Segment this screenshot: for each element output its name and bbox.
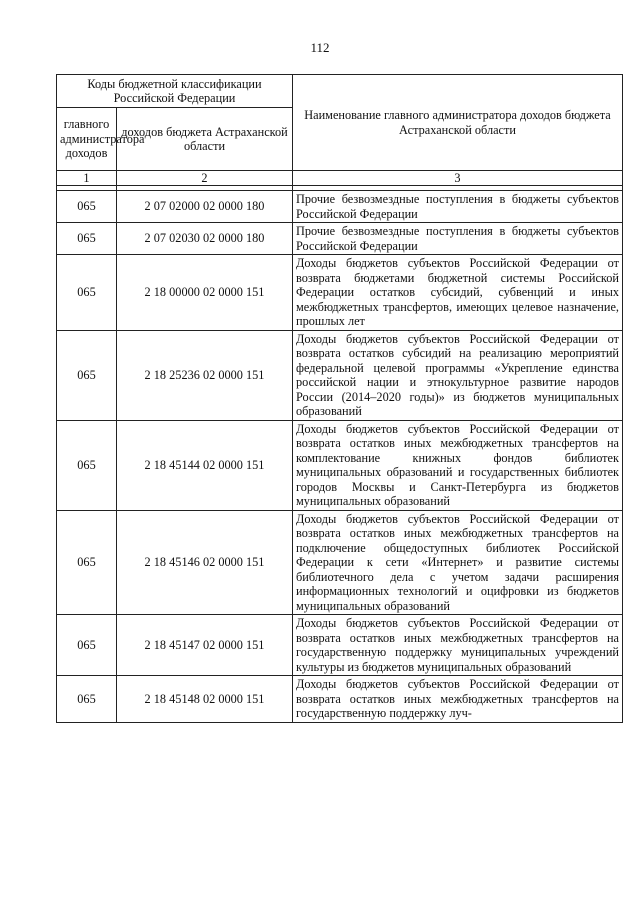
- header-col1-title: главного администратора доходов: [57, 108, 117, 171]
- income-name-cell: Прочие безвозмездные поступления в бюджеты субъектов Российской Федерации: [293, 191, 623, 223]
- income-code-cell: 2 18 45144 02 0000 151: [117, 420, 293, 510]
- income-name-cell: Доходы бюджетов субъектов Российской Федерации от возврата остатков иных межбюджетных трансфертов на государственную поддержку луч-: [293, 676, 623, 723]
- table-row: [57, 255, 623, 331]
- income-name-cell: Доходы бюджетов субъектов Российской Федерации от возврата остатков иных межбюджетных трансфертов на подключение общедоступных библиотек Российской Федерации к сети «Интернет» и развитие системы библиотечного дела с учетом задачи расширения информационных технологий и оцифровки из бюджетов муниципальных образований: [293, 510, 623, 615]
- admin-code-cell: 065: [57, 420, 117, 510]
- col-number-2: 2: [117, 171, 293, 186]
- header-col3-title: Наименование главного администратора доходов бюджета Астраханской области: [293, 75, 623, 171]
- header-row-numbers: [57, 171, 623, 186]
- income-code-cell: 2 18 45146 02 0000 151: [117, 510, 293, 615]
- table-row: [57, 191, 623, 223]
- table-row: [57, 330, 623, 420]
- budget-codes-table: [56, 74, 623, 723]
- col-number-1: 1: [57, 171, 117, 186]
- income-name-cell: Доходы бюджетов субъектов Российской Федерации от возврата бюджетами бюджетной системы Российской Федерации остатков субсидий, субвенций и иных межбюджетных трансфертов, имеющих целевое назначение, прошлых лет: [293, 255, 623, 331]
- income-code-cell: 2 18 45148 02 0000 151: [117, 676, 293, 723]
- header-group-title: Коды бюджетной классификации Российской Федерации: [57, 75, 293, 108]
- admin-code-cell: 065: [57, 330, 117, 420]
- income-code-cell: 2 18 25236 02 0000 151: [117, 330, 293, 420]
- table-row: [57, 420, 623, 510]
- table-row: [57, 223, 623, 255]
- income-name-cell: Доходы бюджетов субъектов Российской Федерации от возврата остатков субсидий на реализацию мероприятий федеральной целевой программы «Укрепление единства российской нации и этнокультурное развитие народов России (2014–2020 годы)» из бюджетов муниципальных образований: [293, 330, 623, 420]
- table-row: [57, 676, 623, 723]
- admin-code-cell: 065: [57, 676, 117, 723]
- income-name-cell: Доходы бюджетов субъектов Российской Федерации от возврата остатков иных межбюджетных трансфертов на государственную поддержку муниципальных учреждений культуры из бюджетов муниципальных образований: [293, 615, 623, 676]
- income-code-cell: 2 18 45147 02 0000 151: [117, 615, 293, 676]
- income-code-cell: 2 07 02030 02 0000 180: [117, 223, 293, 255]
- header-row-group: [57, 75, 623, 108]
- header-col2-title: доходов бюджета Астраханской области: [117, 108, 293, 171]
- admin-code-cell: 065: [57, 191, 117, 223]
- income-name-cell: Доходы бюджетов субъектов Российской Федерации от возврата остатков иных межбюджетных трансфертов на комплектование книжных фондов библиотек муниципальных образований и государственных библиотек городов Москвы и Санкт-Петербурга из бюджетов муниципальных образований: [293, 420, 623, 510]
- admin-code-cell: 065: [57, 615, 117, 676]
- table-row: [57, 615, 623, 676]
- income-code-cell: 2 18 00000 02 0000 151: [117, 255, 293, 331]
- col-number-3: 3: [293, 171, 623, 186]
- table-row: [57, 510, 623, 615]
- admin-code-cell: 065: [57, 255, 117, 331]
- income-code-cell: 2 07 02000 02 0000 180: [117, 191, 293, 223]
- admin-code-cell: 065: [57, 223, 117, 255]
- page-number: 112: [310, 40, 330, 55]
- admin-code-cell: 065: [57, 510, 117, 615]
- income-name-cell: Прочие безвозмездные поступления в бюджеты субъектов Российской Федерации: [293, 223, 623, 255]
